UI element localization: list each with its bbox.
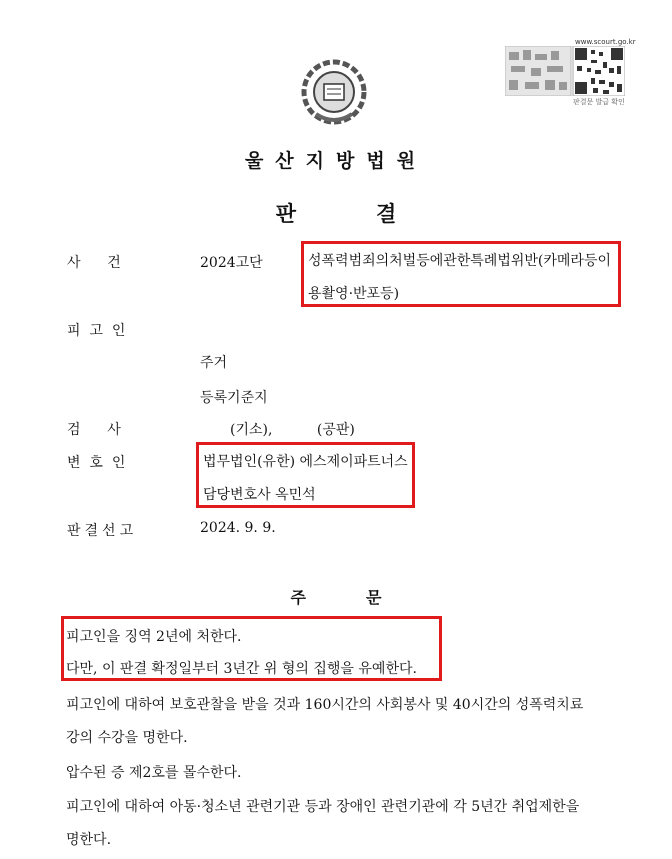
order-line-3a: 피고인에 대하여 보호관찰을 받을 것과 160시간의 사회봉사 및 40시간의 성폭력치료 [66, 697, 584, 713]
court-name: 울산지방법원 [244, 150, 428, 172]
defendant-label: 피 고 인 [67, 323, 126, 339]
court-emblem [296, 56, 372, 126]
case-name-highlight [301, 241, 621, 307]
order-highlight [61, 616, 442, 681]
counsel-highlight [196, 442, 415, 508]
order-line-2: 다만, 이 판결 확정일부터 3년간 위 형의 집행을 유예한다. [66, 661, 417, 677]
title-char-left: 판 [275, 202, 296, 226]
counsel-label: 변 호 인 [67, 455, 126, 471]
qr-caption: 판결문 발급 확인 [573, 98, 625, 106]
case-number: 2024고단 [200, 255, 263, 271]
qr-code [505, 46, 625, 96]
case-name-line2: 용촬영·반포등) [308, 286, 400, 302]
title-char-right: 결 [376, 202, 397, 226]
prosecutor-value: (기소), (공판) [230, 422, 355, 438]
order-line-4: 압수된 증 제2호를 몰수한다. [66, 765, 242, 781]
date-label: 판결선고 [67, 523, 138, 539]
date-value: 2024. 9. 9. [200, 520, 276, 536]
order-title-left: 주 [290, 588, 306, 607]
counsel-firm: 법무법인(유한) 에스제이파트너스 [203, 454, 408, 470]
case-name-line1: 성폭력범죄의처벌등에관한특례법위반(카메라등이 [308, 253, 611, 269]
qr-url: www.scourt.go.kr [575, 38, 636, 46]
order-title-right: 문 [366, 588, 382, 607]
order-line-5a: 피고인에 대하여 아동·청소년 관련기관 등과 장애인 관련기관에 각 5년간 취업제한을 [66, 799, 580, 815]
registration-label: 등록기준지 [200, 390, 268, 406]
order-title [0, 585, 672, 608]
order-line-3b: 강의 수강을 명한다. [66, 730, 188, 746]
counsel-attorney: 담당변호사 옥민석 [203, 487, 316, 503]
order-line-5b: 명한다. [66, 832, 112, 848]
address-label: 주거 [200, 355, 228, 371]
document-title [0, 198, 672, 228]
prosecutor-label: 검 사 [67, 422, 121, 438]
case-label: 사 건 [67, 255, 121, 271]
order-line-1: 피고인을 징역 2년에 처한다. [66, 629, 242, 645]
